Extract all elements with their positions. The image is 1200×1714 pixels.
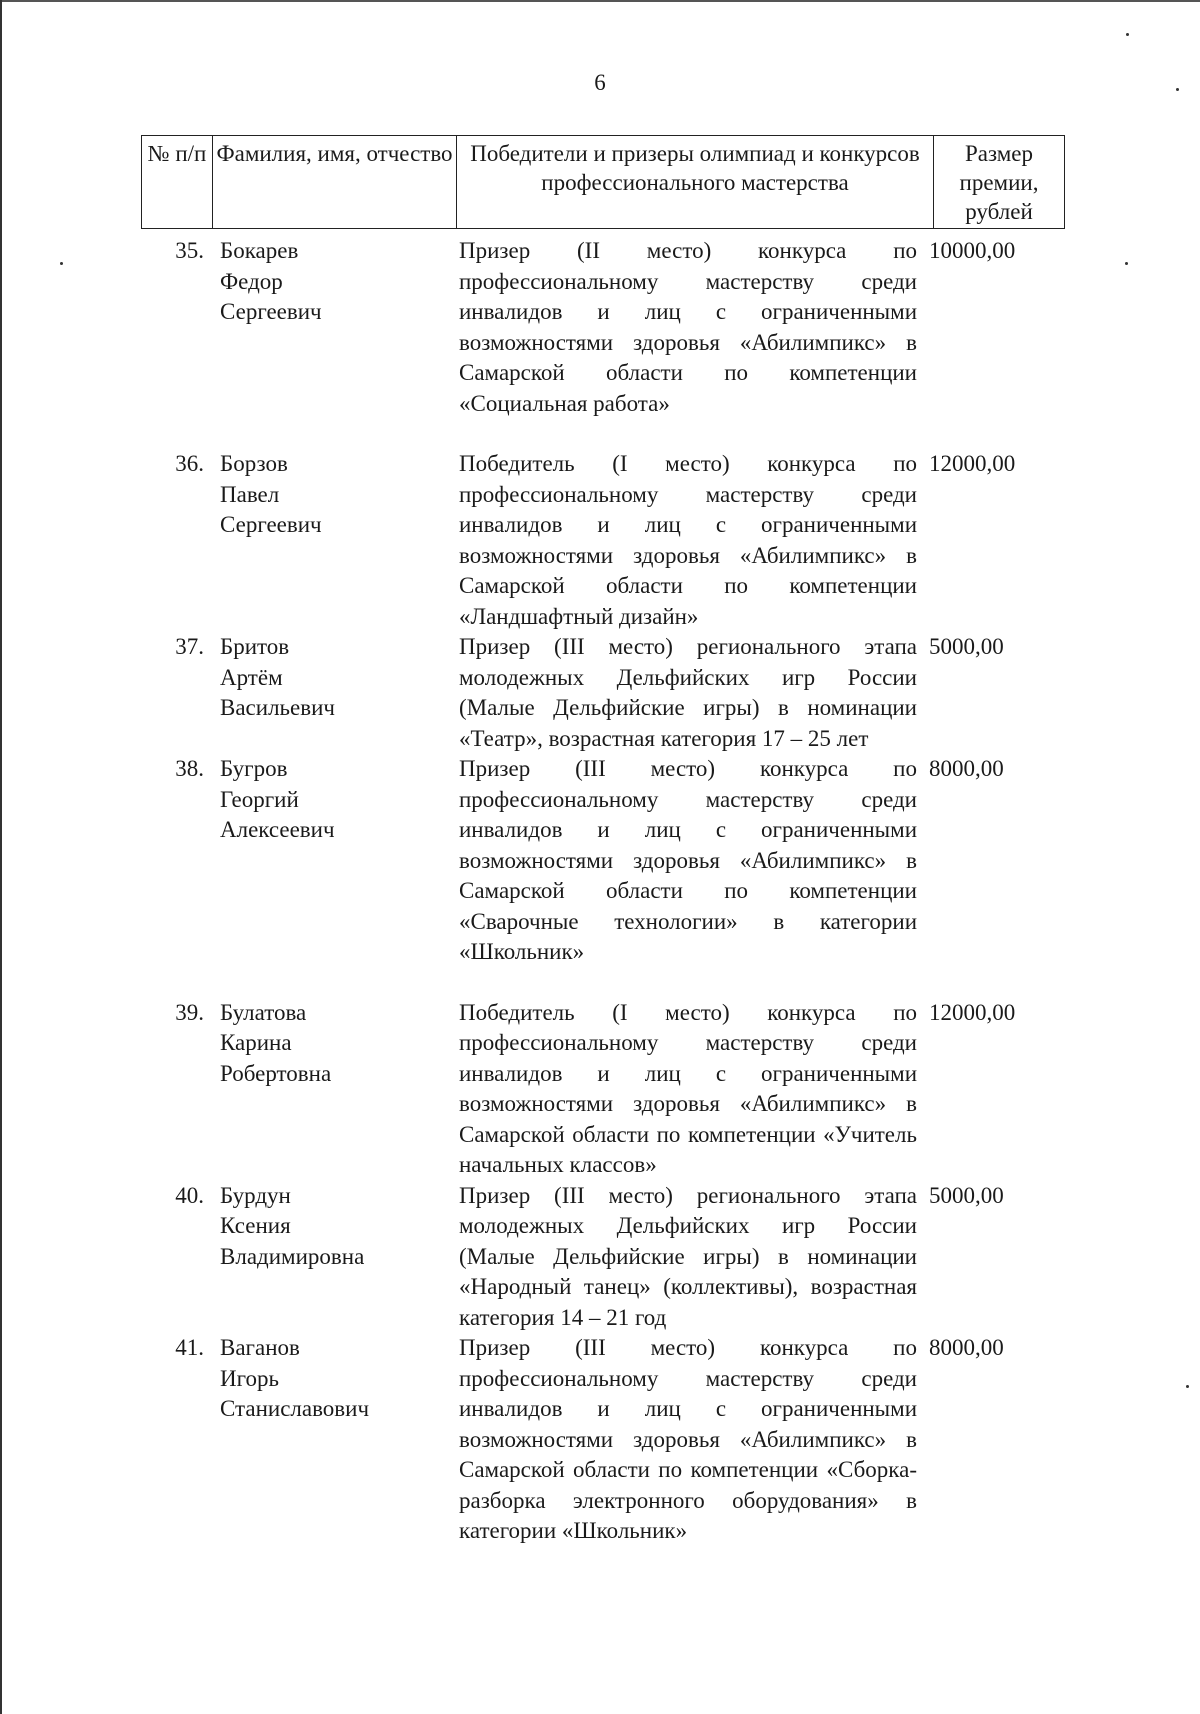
name-part: Федор: [220, 268, 283, 294]
name-part: Робертовна: [220, 1060, 332, 1086]
row-number: 36.: [175, 451, 204, 476]
row-fullname: [204, 754, 449, 846]
name-part: Бритов: [220, 634, 290, 659]
name-part: Сергеевич: [220, 512, 322, 537]
row-description: Призер (II место) конкурса по профессиональному мастерству среди инвалидов и лиц с ограниченными возможностями здоровья «Абилимпикс» в Самарской области по компетенции «Социальная работа»: [459, 238, 917, 416]
header-name: Фамилия, имя, отчество: [213, 136, 457, 229]
name-part: Владимировна: [220, 1243, 365, 1269]
name-part: Станиславович: [220, 1396, 370, 1421]
name-part: Бокарев: [220, 238, 299, 263]
table-body: [141, 236, 1066, 1547]
row-number: 37.: [175, 634, 204, 659]
header-amount: Размер премии, рублей: [934, 136, 1065, 229]
row-number: 41.: [175, 1335, 204, 1360]
row-number: 35.: [175, 238, 204, 263]
row-number: 38.: [175, 756, 204, 781]
name-part: Алексеевич: [220, 817, 335, 842]
scan-speck: [60, 262, 63, 265]
table-row: [141, 1333, 1066, 1547]
table-header: [141, 135, 1065, 229]
row-fullname: [204, 998, 449, 1090]
scan-speck: [1125, 262, 1128, 265]
row-description: Победитель (I место) конкурса по профессиональному мастерству среди инвалидов и лиц с ограниченными возможностями здоровья «Абилимпикс» в Самарской области по компетенции «Ландшафтный дизайн»: [459, 451, 917, 629]
table-row: [141, 754, 1066, 968]
row-amount: 12000,00: [929, 999, 1016, 1025]
name-part: Ксения: [220, 1213, 291, 1238]
name-part: Булатова: [220, 999, 307, 1025]
scan-speck: [1186, 1385, 1189, 1388]
row-fullname: [204, 1181, 449, 1273]
name-part: Бугров: [220, 756, 288, 781]
page-number: 6: [594, 70, 606, 95]
row-fullname: [204, 449, 449, 541]
header-desc: Победители и призеры олимпиад и конкурсов профессионального мастерства: [457, 136, 934, 229]
name-part: Георгий: [220, 786, 299, 812]
row-amount: 5000,00: [929, 1182, 1004, 1208]
row-description: Победитель (I место) конкурса по профессиональному мастерству среди инвалидов и лиц с ограниченными возможностями здоровья «Абилимпикс» в Самарской области по компетенции «Учитель начальных классов»: [459, 999, 917, 1177]
table-row: [141, 236, 1066, 419]
row-number: 40.: [175, 1182, 204, 1208]
table-row: [141, 998, 1066, 1181]
name-part: Карина: [220, 1030, 292, 1055]
row-description: Призер (III место) регионального этапа молодежных Дельфийских игр России (Малые Дельфийские игры) в номинации «Народный танец» (коллективы), возрастная категория 14 – 21 год: [459, 1182, 917, 1330]
row-fullname: [204, 1333, 449, 1425]
name-part: Игорь: [220, 1365, 279, 1391]
name-part: Ваганов: [220, 1335, 300, 1360]
row-description: Призер (III место) конкурса по профессиональному мастерству среди инвалидов и лиц с ограниченными возможностями здоровья «Абилимпикс» в Самарской области по компетенции «Сборка-разборка электронного оборудования» в категории «Школьник»: [459, 1335, 917, 1543]
name-part: Борзов: [220, 451, 288, 476]
scan-speck: [1126, 33, 1129, 36]
row-amount: 8000,00: [929, 756, 1004, 781]
row-number: 39.: [175, 999, 204, 1025]
name-part: Бурдун: [220, 1182, 291, 1208]
name-part: Артём: [220, 664, 283, 690]
name-part: Сергеевич: [220, 299, 322, 324]
row-fullname: [204, 236, 449, 328]
row-amount: 8000,00: [929, 1335, 1004, 1360]
scan-edge-top: [0, 0, 1200, 2]
table-row: [141, 449, 1066, 632]
scan-edge-left: [0, 0, 2, 1714]
row-fullname: [204, 632, 449, 724]
row-description: Призер (III место) конкурса по профессиональному мастерству среди инвалидов и лиц с ограниченными возможностями здоровья «Абилимпикс» в Самарской области по компетенции «Сварочные технологии» в категории «Школьник»: [459, 756, 917, 964]
header-num: № п/п: [142, 136, 213, 229]
row-description: Призер (III место) регионального этапа молодежных Дельфийских игр России (Малые Дельфийские игры) в номинации «Театр», возрастная категория 17 – 25 лет: [459, 634, 917, 751]
name-part: Павел: [220, 481, 280, 507]
table-row: [141, 632, 1066, 754]
name-part: Васильевич: [220, 695, 335, 720]
row-amount: 12000,00: [929, 451, 1016, 476]
scan-speck: [1176, 88, 1179, 91]
row-amount: 5000,00: [929, 634, 1004, 659]
table-row: [141, 1181, 1066, 1334]
row-amount: 10000,00: [929, 238, 1016, 263]
